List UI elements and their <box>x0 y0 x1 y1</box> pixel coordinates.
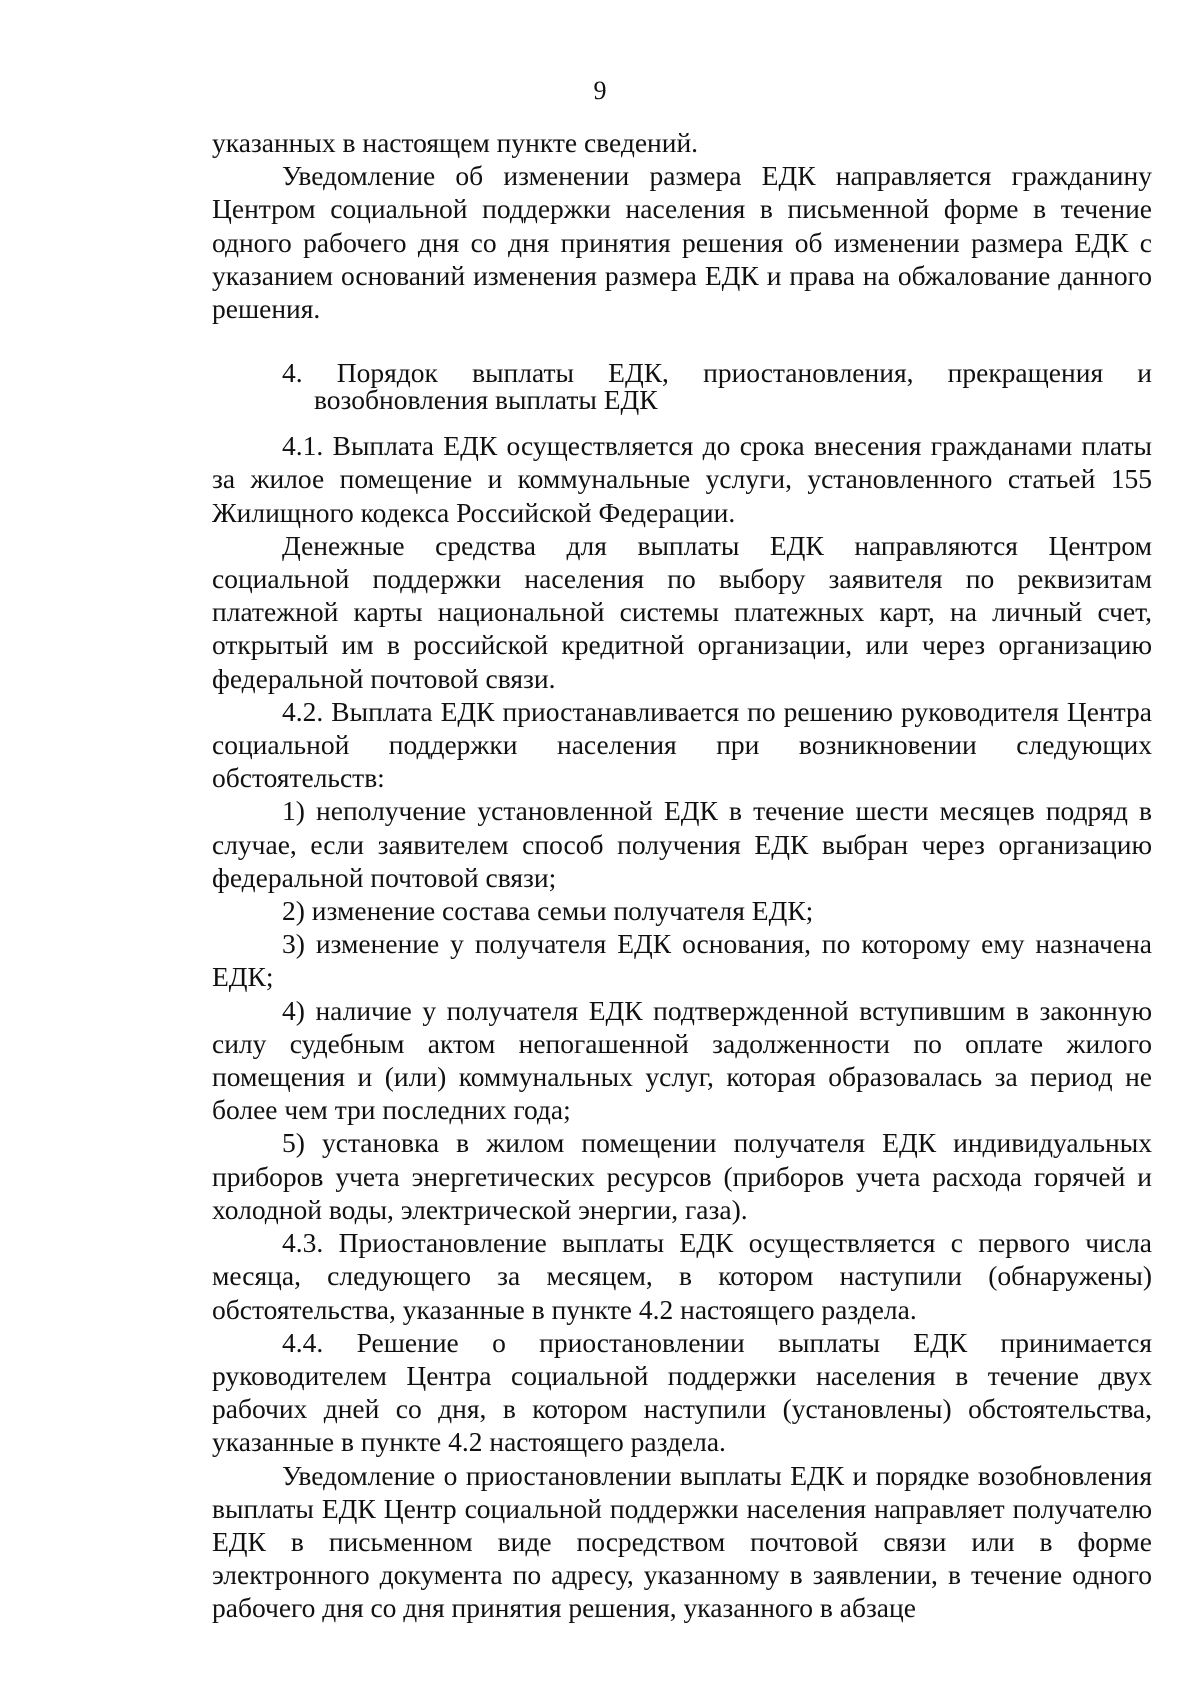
section-heading <box>282 357 1152 416</box>
list-item-2: 2) изменение состава семьи получателя ЕДК; <box>282 895 814 927</box>
paragraph-continuation: указанных в настоящем пункте сведений. <box>212 127 699 158</box>
paragraph-4-4: 4.4. Решение о приостановлении выплаты ЕДК принимается руководителем Центра социальной поддержки населения в течение двух рабочих дней со дня, в котором наступили (установлены) обстоятельства, указанные в пункте 4.2 настоящего раздела. <box>212 1326 1152 1458</box>
section-heading-line2: возобновления выплаты ЕДК <box>314 384 658 416</box>
section-heading-line1: 4. Порядок выплаты ЕДК, приостановления, прекращения и <box>282 357 1152 389</box>
paragraph-funds: Денежные средства для выплаты ЕДК направляются Центром социальной поддержки населения по выбору заявителя по реквизитам платежной карты национальной системы платежных карт, на личный счет, открытый им в российской кредитной организации, или через организацию федеральной почтовой связи. <box>212 529 1152 694</box>
page-number: 9 <box>593 76 607 105</box>
paragraph-suspension-notice: Уведомление о приостановлении выплаты ЕДК и порядке возобновления выплаты ЕДК Центр социальной поддержки населения направляет получателю ЕДК в письменном виде посредством почтовой связи или в форме электронного документа по адресу, указанному в заявлении, в течение одного рабочего дня со дня принятия решения, указанного в абзаце <box>212 1459 1152 1624</box>
paragraph-notification: Уведомление об изменении размера ЕДК направляется гражданину Центром социальной поддержки населения в письменной форме в течение одного рабочего дня со дня принятия решения об изменении размера ЕДК с указанием оснований изменения размера ЕДК и права на обжалование данного решения. <box>212 160 1152 325</box>
paragraph-4-2: 4.2. Выплата ЕДК приостанавливается по решению руководителя Центра социальной поддержки населения при возникновении следующих обстоятельств: <box>212 695 1152 794</box>
list-item-5: 5) установка в жилом помещении получателя ЕДК индивидуальных приборов учета энергетических ресурсов (приборов учета расхода горячей и холодной воды, электрической энергии, газа). <box>212 1127 1152 1225</box>
list-item-1: 1) неполучение установленной ЕДК в течение шести месяцев подряд в случае, если заявителем способ получения ЕДК выбран через организацию федеральной почтовой связи; <box>212 795 1152 893</box>
list-item-3: 3) изменение у получателя ЕДК основания, по которому ему назначена ЕДК; <box>212 928 1152 993</box>
paragraph-4-1: 4.1. Выплата ЕДК осуществляется до срока внесения гражданами платы за жилое помещение и коммунальные услуги, установленного статьей 155 Жилищного кодекса Российской Федерации. <box>212 430 1152 528</box>
paragraph-4-3: 4.3. Приостановление выплаты ЕДК осуществляется с первого числа месяца, следующего за месяцем, в котором наступили (обнаружены) обстоятельства, указанные в пункте 4.2 настоящего раздела. <box>212 1227 1152 1325</box>
document-body <box>212 126 1152 1625</box>
list-item-4: 4) наличие у получателя ЕДК подтвержденной вступившим в законную силу судебным актом непогашенной задолженности по оплате жилого помещения и (или) коммунальных услуг, которая образовалась за период не более чем три последних года; <box>212 994 1152 1126</box>
